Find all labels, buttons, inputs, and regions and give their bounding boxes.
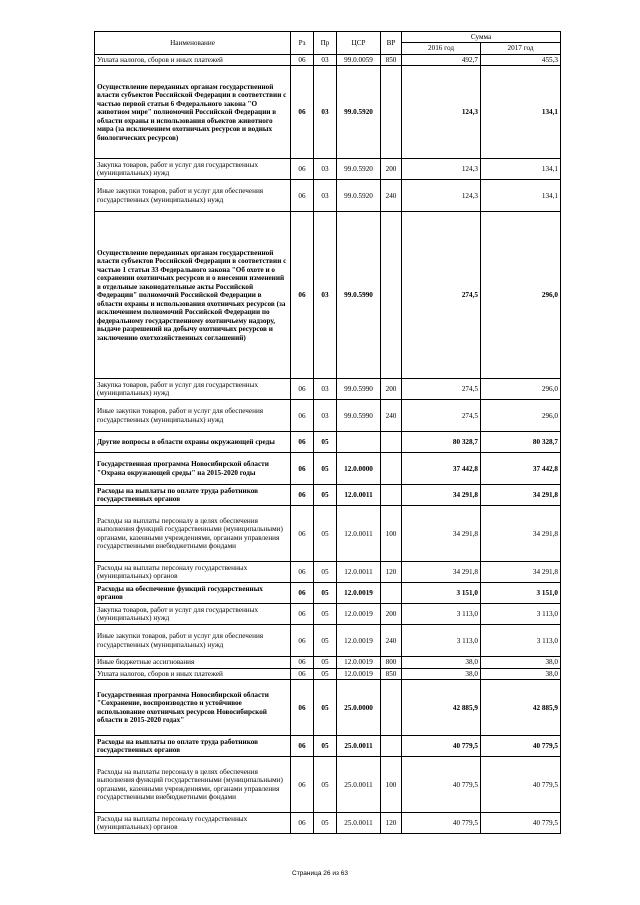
cell-pr: 05 bbox=[314, 432, 337, 453]
cell-rz: 06 bbox=[291, 453, 314, 485]
header-year-2017: 2017 год bbox=[481, 43, 561, 54]
cell-vr bbox=[381, 485, 402, 506]
cell-vr: 100 bbox=[381, 506, 402, 562]
cell-2017: 38,0 bbox=[481, 657, 561, 668]
cell-vr bbox=[381, 212, 402, 379]
cell-vr bbox=[381, 680, 402, 736]
cell-pr: 05 bbox=[314, 657, 337, 668]
cell-name: Осуществление переданных органам государственной власти субъектов Российской Федерации в соответствии с частью 1 статьи 33 Федерального закона "Об охоте и о сохранении охотничьих ресурсов и о внесении изменений в отдельные законодательные акты Российской Федерации" полномочий Российской Федерации в области охраны и использования охотничьих ресурсов (за исключением полномочий Российской Федерации по федеральному государственному охотничьему надзору, выдаче разрешений на добычу охотничьих ресурсов и заключению охотхозяйственных соглашений) bbox=[95, 212, 291, 379]
cell-2016: 42 885,9 bbox=[402, 680, 481, 736]
header-csr: ЦСР bbox=[337, 32, 381, 55]
cell-rz: 06 bbox=[291, 668, 314, 679]
cell-vr: 200 bbox=[381, 379, 402, 400]
cell-vr: 850 bbox=[381, 668, 402, 679]
cell-2016: 80 328,7 bbox=[402, 432, 481, 453]
cell-2017: 34 291,8 bbox=[481, 485, 561, 506]
cell-vr: 200 bbox=[381, 159, 402, 180]
table-row bbox=[95, 453, 561, 485]
cell-2016: 40 779,5 bbox=[402, 757, 481, 813]
table-row bbox=[95, 379, 561, 400]
cell-2016: 3 151,0 bbox=[402, 583, 481, 604]
cell-name: Иные бюджетные ассигнования bbox=[95, 657, 291, 668]
table-row bbox=[95, 668, 561, 679]
cell-rz: 06 bbox=[291, 813, 314, 834]
cell-csr: 12.0.0019 bbox=[337, 625, 381, 657]
cell-csr: 12.0.0019 bbox=[337, 604, 381, 625]
table-row bbox=[95, 813, 561, 834]
cell-2017: 134,1 bbox=[481, 159, 561, 180]
cell-pr: 05 bbox=[314, 625, 337, 657]
cell-pr: 05 bbox=[314, 485, 337, 506]
cell-2017: 296,0 bbox=[481, 379, 561, 400]
cell-2017: 296,0 bbox=[481, 400, 561, 432]
cell-rz: 06 bbox=[291, 583, 314, 604]
cell-rz: 06 bbox=[291, 400, 314, 432]
cell-2016: 34 291,8 bbox=[402, 562, 481, 583]
cell-2016: 37 442,8 bbox=[402, 453, 481, 485]
cell-2016: 274,5 bbox=[402, 379, 481, 400]
cell-2016: 40 779,5 bbox=[402, 813, 481, 834]
cell-2016: 3 113,0 bbox=[402, 604, 481, 625]
table-row bbox=[95, 625, 561, 657]
cell-pr: 05 bbox=[314, 562, 337, 583]
cell-name: Иные закупки товаров, работ и услуг для обеспечения государственных (муниципальных) нужд bbox=[95, 625, 291, 657]
cell-name: Государственная программа Новосибирской области "Сохранение, воспроизводство и устойчивое использование охотничьих ресурсов Новосибирской области в 2015-2020 годах" bbox=[95, 680, 291, 736]
cell-name: Иные закупки товаров, работ и услуг для обеспечения государственных (муниципальных) нужд bbox=[95, 400, 291, 432]
header-name: Наименование bbox=[95, 32, 291, 55]
cell-pr: 05 bbox=[314, 757, 337, 813]
cell-pr: 03 bbox=[314, 54, 337, 65]
cell-csr: 12.0.0011 bbox=[337, 562, 381, 583]
cell-2017: 37 442,8 bbox=[481, 453, 561, 485]
cell-2016: 274,5 bbox=[402, 400, 481, 432]
cell-vr bbox=[381, 453, 402, 485]
cell-pr: 05 bbox=[314, 453, 337, 485]
table-row bbox=[95, 159, 561, 180]
cell-name: Осуществление переданных органам государственной власти субъектов Российской Федерации в соответствии с частью первой статьи 6 Федерального закона "О животном мире" полномочий Российской Федерации в области охраны и использования объектов животного мира (за исключением охотничьих ресурсов и водных биологических ресурсов) bbox=[95, 66, 291, 159]
cell-csr: 12.0.0019 bbox=[337, 583, 381, 604]
cell-rz: 06 bbox=[291, 485, 314, 506]
table-row bbox=[95, 180, 561, 212]
cell-csr: 12.0.0011 bbox=[337, 506, 381, 562]
cell-2017: 3 151,0 bbox=[481, 583, 561, 604]
table-row bbox=[95, 432, 561, 453]
cell-name: Закупка товаров, работ и услуг для государственных (муниципальных) нужд bbox=[95, 159, 291, 180]
budget-table bbox=[94, 31, 561, 834]
cell-rz: 06 bbox=[291, 562, 314, 583]
cell-name: Иные закупки товаров, работ и услуг для обеспечения государственных (муниципальных) нужд bbox=[95, 180, 291, 212]
cell-vr bbox=[381, 736, 402, 757]
cell-pr: 03 bbox=[314, 66, 337, 159]
cell-vr: 120 bbox=[381, 813, 402, 834]
cell-rz: 06 bbox=[291, 379, 314, 400]
cell-csr bbox=[337, 432, 381, 453]
cell-rz: 06 bbox=[291, 432, 314, 453]
cell-2017: 134,1 bbox=[481, 66, 561, 159]
table-row bbox=[95, 54, 561, 65]
cell-csr: 12.0.0019 bbox=[337, 668, 381, 679]
cell-csr: 12.0.0019 bbox=[337, 657, 381, 668]
cell-vr: 120 bbox=[381, 562, 402, 583]
cell-name: Закупка товаров, работ и услуг для государственных (муниципальных) нужд bbox=[95, 604, 291, 625]
cell-vr: 240 bbox=[381, 180, 402, 212]
cell-csr: 99.0.0059 bbox=[337, 54, 381, 65]
cell-pr: 05 bbox=[314, 680, 337, 736]
cell-name: Расходы на выплаты персоналу в целях обеспечения выполнения функций государственными (муниципальными) органами, казенными учреждениями, органами управления государственными внебюджетными фондами bbox=[95, 757, 291, 813]
cell-2016: 124,3 bbox=[402, 159, 481, 180]
cell-name: Уплата налогов, сборов и иных платежей bbox=[95, 54, 291, 65]
header-sum: Сумма bbox=[402, 32, 561, 43]
cell-pr: 03 bbox=[314, 180, 337, 212]
cell-name: Расходы на выплаты по оплате труда работников государственных органов bbox=[95, 736, 291, 757]
cell-rz: 06 bbox=[291, 506, 314, 562]
cell-pr: 05 bbox=[314, 813, 337, 834]
table-row bbox=[95, 680, 561, 736]
cell-2016: 124,3 bbox=[402, 66, 481, 159]
cell-csr: 12.0.0011 bbox=[337, 485, 381, 506]
cell-2016: 492,7 bbox=[402, 54, 481, 65]
cell-2017: 40 779,5 bbox=[481, 736, 561, 757]
cell-2016: 34 291,8 bbox=[402, 485, 481, 506]
cell-2017: 34 291,8 bbox=[481, 506, 561, 562]
cell-pr: 05 bbox=[314, 583, 337, 604]
cell-name: Закупка товаров, работ и услуг для государственных (муниципальных) нужд bbox=[95, 379, 291, 400]
header-pr: Пр bbox=[314, 32, 337, 55]
cell-vr bbox=[381, 432, 402, 453]
table-row bbox=[95, 604, 561, 625]
cell-name: Другие вопросы в области охраны окружающей среды bbox=[95, 432, 291, 453]
cell-vr: 240 bbox=[381, 400, 402, 432]
cell-pr: 05 bbox=[314, 668, 337, 679]
header-rz: Рз bbox=[291, 32, 314, 55]
table-row bbox=[95, 506, 561, 562]
table-row bbox=[95, 66, 561, 159]
cell-2016: 38,0 bbox=[402, 668, 481, 679]
cell-2017: 42 885,9 bbox=[481, 680, 561, 736]
table-row bbox=[95, 583, 561, 604]
cell-csr: 25.0.0011 bbox=[337, 757, 381, 813]
cell-2017: 296,0 bbox=[481, 212, 561, 379]
cell-rz: 06 bbox=[291, 159, 314, 180]
cell-vr bbox=[381, 66, 402, 159]
cell-pr: 03 bbox=[314, 159, 337, 180]
cell-name: Расходы на обеспечение функций государственных органов bbox=[95, 583, 291, 604]
cell-vr: 800 bbox=[381, 657, 402, 668]
cell-2017: 38,0 bbox=[481, 668, 561, 679]
table-row bbox=[95, 212, 561, 379]
cell-csr: 25.0.0011 bbox=[337, 736, 381, 757]
cell-2017: 34 291,8 bbox=[481, 562, 561, 583]
cell-pr: 03 bbox=[314, 400, 337, 432]
cell-csr: 99.0.5990 bbox=[337, 212, 381, 379]
cell-name: Расходы на выплаты персоналу государственных (муниципальных) органов bbox=[95, 562, 291, 583]
cell-csr: 99.0.5990 bbox=[337, 400, 381, 432]
cell-csr: 99.0.5920 bbox=[337, 180, 381, 212]
cell-rz: 06 bbox=[291, 757, 314, 813]
cell-csr: 12.0.0000 bbox=[337, 453, 381, 485]
cell-2017: 3 113,0 bbox=[481, 625, 561, 657]
header-vr: ВР bbox=[381, 32, 402, 55]
cell-2017: 40 779,5 bbox=[481, 757, 561, 813]
cell-rz: 06 bbox=[291, 212, 314, 379]
cell-2016: 40 779,5 bbox=[402, 736, 481, 757]
cell-rz: 06 bbox=[291, 680, 314, 736]
cell-vr: 200 bbox=[381, 604, 402, 625]
cell-2016: 124,3 bbox=[402, 180, 481, 212]
header-year-2016: 2016 год bbox=[402, 43, 481, 54]
cell-2016: 274,5 bbox=[402, 212, 481, 379]
cell-pr: 03 bbox=[314, 212, 337, 379]
cell-pr: 05 bbox=[314, 506, 337, 562]
cell-2016: 3 113,0 bbox=[402, 625, 481, 657]
cell-rz: 06 bbox=[291, 657, 314, 668]
cell-rz: 06 bbox=[291, 54, 314, 65]
table-row bbox=[95, 400, 561, 432]
cell-csr: 25.0.0000 bbox=[337, 680, 381, 736]
cell-csr: 99.0.5990 bbox=[337, 379, 381, 400]
cell-vr: 850 bbox=[381, 54, 402, 65]
cell-name: Государственная программа Новосибирской области "Охрана окружающей среды" на 2015-2020 годы bbox=[95, 453, 291, 485]
cell-rz: 06 bbox=[291, 736, 314, 757]
cell-vr: 240 bbox=[381, 625, 402, 657]
table-row bbox=[95, 757, 561, 813]
cell-pr: 05 bbox=[314, 604, 337, 625]
cell-rz: 06 bbox=[291, 625, 314, 657]
cell-rz: 06 bbox=[291, 180, 314, 212]
cell-pr: 05 bbox=[314, 736, 337, 757]
cell-csr: 25.0.0011 bbox=[337, 813, 381, 834]
table-row bbox=[95, 485, 561, 506]
cell-rz: 06 bbox=[291, 604, 314, 625]
table-body bbox=[95, 54, 561, 833]
cell-2017: 80 328,7 bbox=[481, 432, 561, 453]
cell-csr: 99.0.5920 bbox=[337, 66, 381, 159]
cell-vr bbox=[381, 583, 402, 604]
cell-2017: 40 779,5 bbox=[481, 813, 561, 834]
cell-pr: 03 bbox=[314, 379, 337, 400]
table-row bbox=[95, 562, 561, 583]
cell-vr: 100 bbox=[381, 757, 402, 813]
cell-name: Расходы на выплаты персоналу в целях обеспечения выполнения функций государственными (муниципальными) органами, казенными учреждениями, органами управления государственными внебюджетными фондами bbox=[95, 506, 291, 562]
cell-rz: 06 bbox=[291, 66, 314, 159]
cell-name: Расходы на выплаты по оплате труда работников государственных органов bbox=[95, 485, 291, 506]
cell-2017: 134,1 bbox=[481, 180, 561, 212]
cell-2017: 455,3 bbox=[481, 54, 561, 65]
page-number: Страница 26 из 63 bbox=[292, 870, 348, 877]
table-row bbox=[95, 736, 561, 757]
table-row bbox=[95, 657, 561, 668]
cell-csr: 99.0.5920 bbox=[337, 159, 381, 180]
cell-2017: 3 113,0 bbox=[481, 604, 561, 625]
cell-name: Расходы на выплаты персоналу государственных (муниципальных) органов bbox=[95, 813, 291, 834]
cell-name: Уплата налогов, сборов и иных платежей bbox=[95, 668, 291, 679]
cell-2016: 38,0 bbox=[402, 657, 481, 668]
cell-2016: 34 291,8 bbox=[402, 506, 481, 562]
